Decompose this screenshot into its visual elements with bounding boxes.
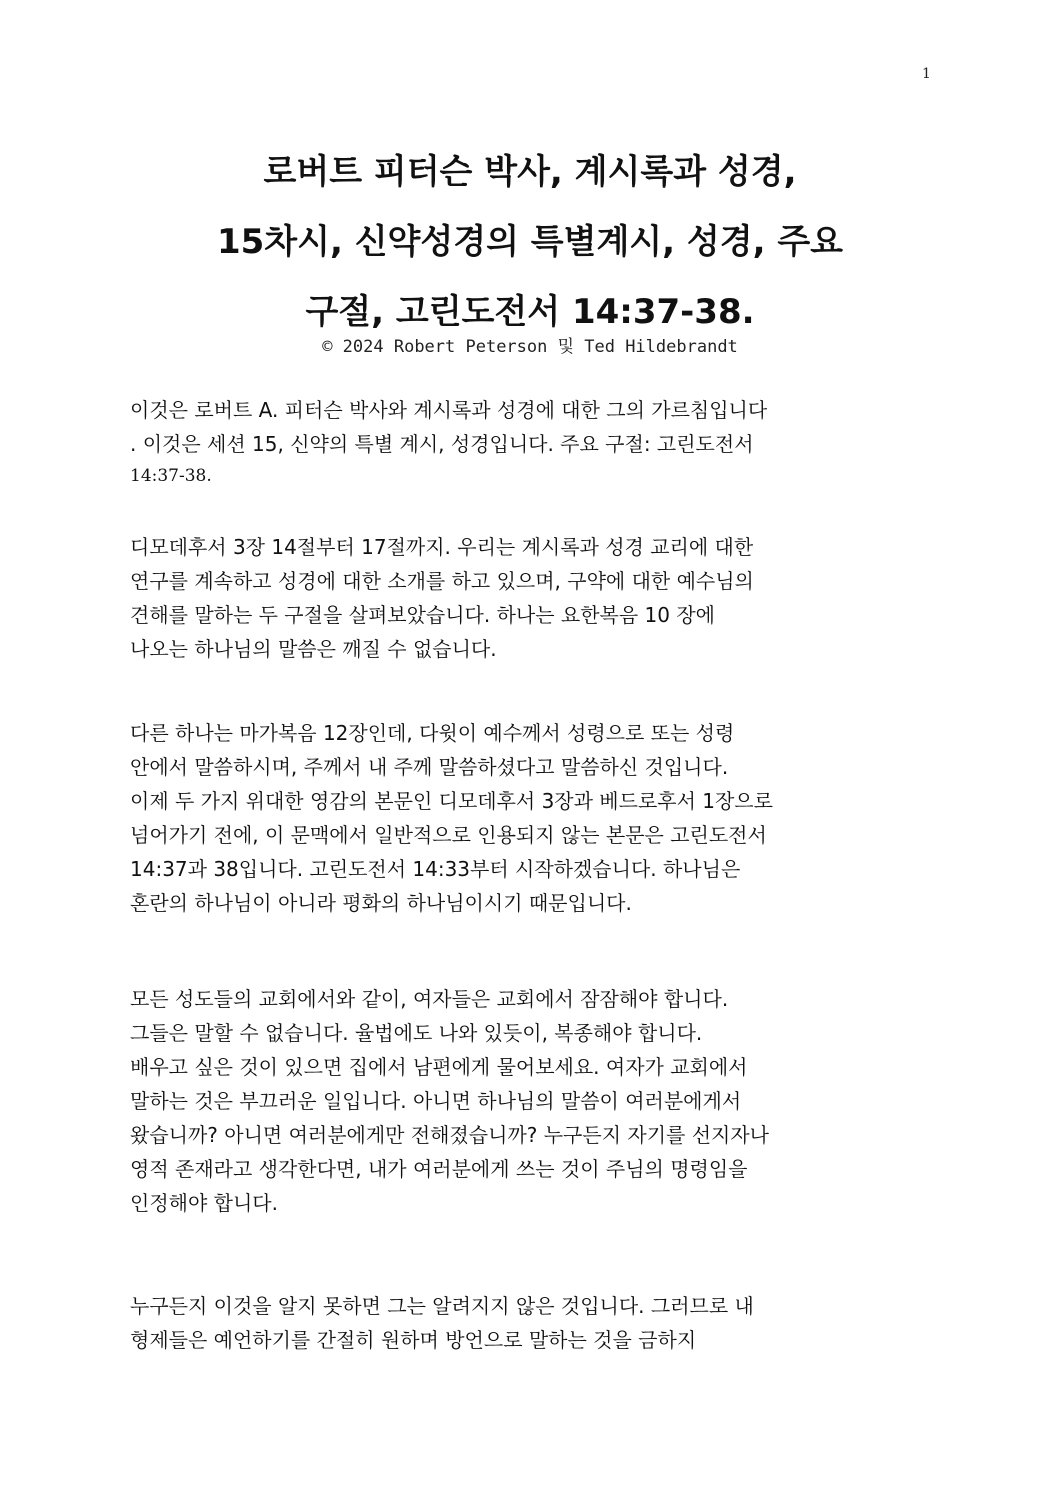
text-line: 형제들은 예언하기를 간절히 원하며 방언으로 말하는 것을 금하지 xyxy=(130,1328,697,1352)
paragraph-1 xyxy=(130,393,930,491)
text-line: 배우고 싶은 것이 있으면 집에서 남편에게 물어보세요. 여자가 교회에서 xyxy=(130,1055,748,1079)
text-line: 다른 하나는 마가복음 12장인데, 다윗이 예수께서 성령으로 또는 성령 xyxy=(130,721,735,745)
text-line: 견해를 말하는 두 구절을 살펴보았습니다. 하나는 요한복음 10 장에 xyxy=(130,603,715,627)
copyright-line: © 2024 Robert Peterson 및 Ted Hildebrandt xyxy=(322,337,738,357)
text-line: 디모데후서 3장 14절부터 17절까지. 우리는 계시록과 성경 교리에 대한 xyxy=(130,535,754,559)
paragraph-5 xyxy=(130,1289,930,1357)
text-line: . 이것은 세션 15, 신약의 특별 계시, 성경입니다. 주요 구절: 고린도전서 xyxy=(130,432,754,456)
text-line: 이제 두 가지 위대한 영감의 본문인 디모데후서 3장과 베드로후서 1장으로 xyxy=(130,789,773,813)
document-title xyxy=(90,137,970,347)
text-line: 연구를 계속하고 성경에 대한 소개를 하고 있으며, 구약에 대한 예수님의 xyxy=(130,569,754,593)
text-line: 혼란의 하나님이 아니라 평화의 하나님이시기 때문입니다. xyxy=(130,891,632,915)
text-line: 모든 성도들의 교회에서와 같이, 여자들은 교회에서 잠잠해야 합니다. xyxy=(130,987,729,1011)
text-line: 넘어가기 전에, 이 문맥에서 일반적으로 인용되지 않는 본문은 고린도전서 xyxy=(130,823,767,847)
title-line: 로버트 피터슨 박사, 계시록과 성경, xyxy=(263,152,797,192)
paragraph-2 xyxy=(130,530,930,666)
text-line: 14:37-38. xyxy=(130,466,212,486)
text-line: 말하는 것은 부끄러운 일입니다. 아니면 하나님의 말씀이 여러분에게서 xyxy=(130,1089,742,1113)
title-line: 구절, 고린도전서 14:37-38. xyxy=(305,292,755,332)
text-line: 나오는 하나님의 말씀은 깨질 수 없습니다. xyxy=(130,637,497,661)
text-line: 14:37과 38입니다. 고린도전서 14:33부터 시작하겠습니다. 하나님은 xyxy=(130,857,741,881)
title-line: 15차시, 신약성경의 특별계시, 성경, 주요 xyxy=(216,222,844,262)
text-line: 인정해야 합니다. xyxy=(130,1191,278,1215)
text-line: 이것은 로버트 A. 피터슨 박사와 계시록과 성경에 대한 그의 가르침입니다 xyxy=(130,398,768,422)
paragraph-3 xyxy=(130,716,930,920)
text-line: 왔습니까? 아니면 여러분에게만 전해졌습니까? 누구든지 자기를 선지자나 xyxy=(130,1123,769,1147)
text-line: 그들은 말할 수 없습니다. 율법에도 나와 있듯이, 복종해야 합니다. xyxy=(130,1021,703,1045)
page-number: 1 xyxy=(922,66,931,82)
paragraph-4 xyxy=(130,982,930,1220)
text-line: 영적 존재라고 생각한다면, 내가 여러분에게 쓰는 것이 주님의 명령임을 xyxy=(130,1157,748,1181)
text-line: 안에서 말씀하시며, 주께서 내 주께 말씀하셨다고 말씀하신 것입니다. xyxy=(130,755,729,779)
text-line: 누구든지 이것을 알지 못하면 그는 알려지지 않은 것입니다. 그러므로 내 xyxy=(130,1294,754,1318)
